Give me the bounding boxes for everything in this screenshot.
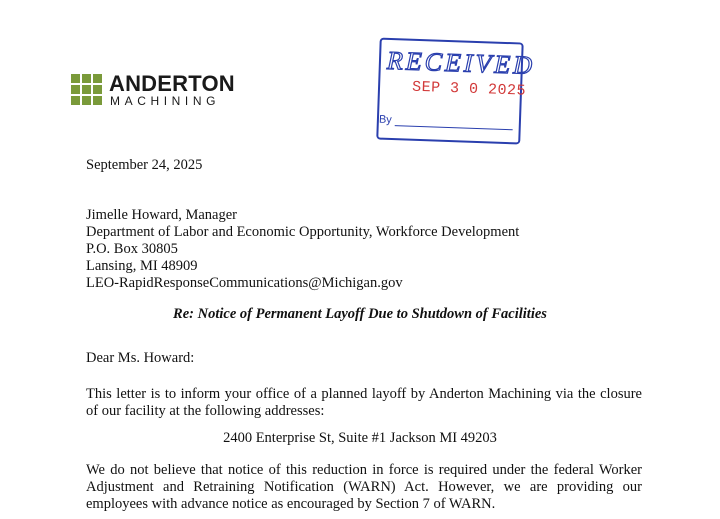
paragraph-1: This letter is to inform your office of a planned layoff by Anderton Machining via the closure of our facility at the following addresses:	[86, 386, 642, 419]
facility-address: 2400 Enterprise St, Suite #1 Jackson MI 49203	[223, 430, 497, 446]
salutation: Dear Ms. Howard:	[86, 350, 195, 366]
letter-date: September 24, 2025	[86, 157, 203, 173]
recipient-city-state-zip: Lansing, MI 48909	[86, 258, 198, 274]
paragraph-2: We do not believe that notice of this reduction in force is required under the federal Worker Adjustment and Retraining Notification (WARN) Act. However, we are providing our employees with advance notice as encouraged by Section 7 of WARN.	[86, 462, 642, 512]
stamp-date: SEP 3 0 2025	[411, 78, 527, 100]
received-stamp	[376, 38, 536, 143]
stamp-by-label: By	[378, 113, 392, 127]
recipient-name-title: Jimelle Howard, Manager	[86, 207, 237, 223]
recipient-department: Department of Labor and Economic Opportunity, Workforce Development	[86, 224, 520, 240]
stamp-title: RECEIVED	[386, 45, 536, 80]
logo-name: ANDERTON	[109, 71, 235, 96]
recipient-email: LEO-RapidResponseCommunications@Michigan.gov	[86, 275, 403, 291]
subject-line: Re: Notice of Permanent Layoff Due to Shutdown of Facilities	[173, 306, 547, 322]
recipient-po-box: P.O. Box 30805	[86, 241, 178, 257]
logo-grid-icon	[71, 74, 103, 106]
logo-tagline: MACHINING	[110, 94, 221, 108]
recipient-address-block	[86, 207, 519, 292]
